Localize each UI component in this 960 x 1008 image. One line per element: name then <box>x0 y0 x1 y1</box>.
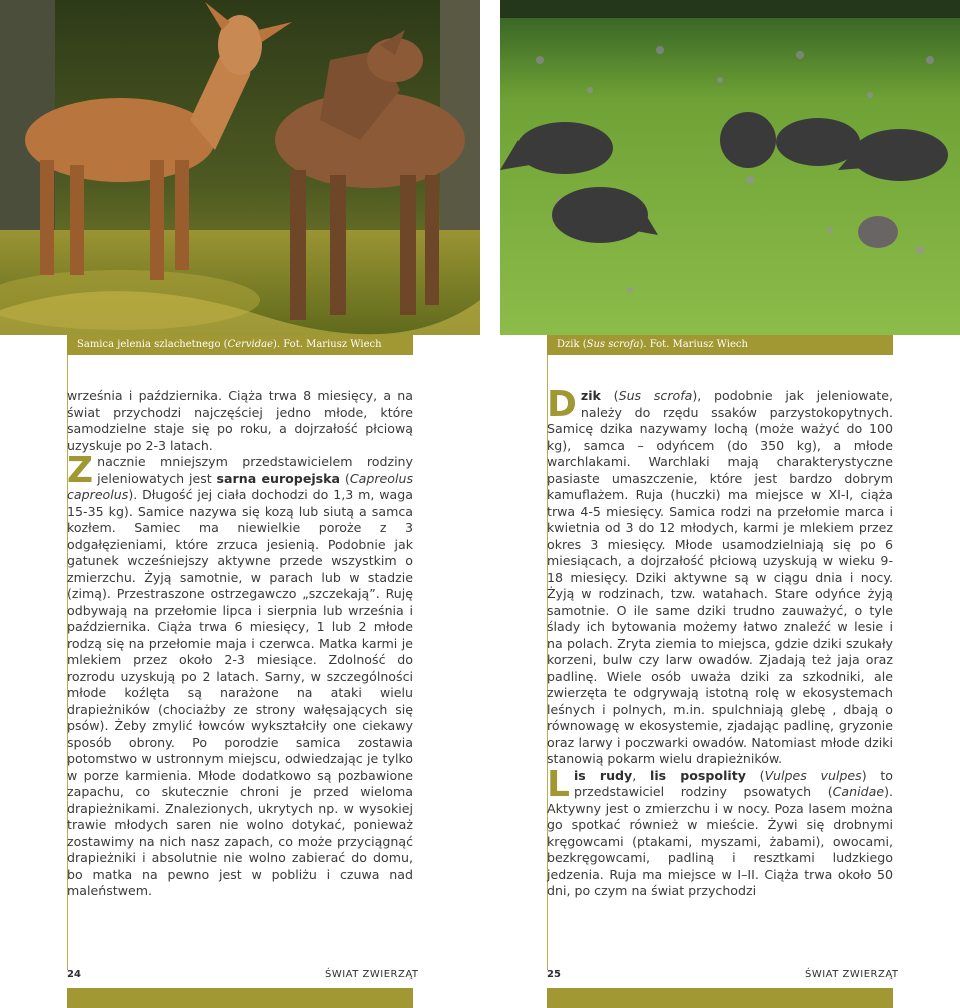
paragraph: września i października. Ciąża trwa 8 miesięcy, a na świat przychodzi najczęściej jedno młode, które samodzielne staje się po roku, a dojrzałość płciową uzyskuje po 2-3 latach. <box>67 388 413 453</box>
right-photo-caption <box>547 335 893 355</box>
latin-name: Sus scrofa <box>618 388 693 403</box>
boar-photo <box>500 0 960 335</box>
caption-text: Dzik ( <box>557 339 587 350</box>
left-photo-caption <box>67 335 413 355</box>
left-text-column <box>67 388 413 900</box>
latin-name: Canidae <box>832 784 885 799</box>
species-name: lis pospolity <box>650 767 746 783</box>
text: ( <box>600 388 619 403</box>
text: ). Długość jej ciała dochodzi do 1,3 m, waga 15-35 kg). Samice nazywa się kozą lub siutą a samca kozłem. Samiec ma niewielkie poroże z 3 odgałęzieniami, które zrzuca jesienią. Podobnie jak gatunek wcześniejszy aktywne przede wszystkim o zmierzchu. Żyją samotnie, w parach lub w stadzie (zimą). Przestraszone ostrzegawczo „szczekają”. Ruję odbywają na przełomie lipca i sierpnia lub września i października. Ciąża trwa 6 miesięcy, 1 lub 2 młode rodzą się na przełomie maja i czerwca. Matka karmi je mlekiem przez około 2-3 miesiące. Zdolność do rozrodu uzyskują po 2 latach. Sarny, w szczególności młode koźlęta są narażone na ataki wielu drapieżników (chociażby ze strony wałęsających się psów). Żeby zmylić łowców wykształciły one ciekawy sposób obrony. Po porodzie samica zostawia potomstwo w ustronnym miejscu, odwiedzając je tylko w porze karmienia. Młode dodatkowo są pozbawione zapachu, co skutecznie chroni je przed wieloma drapieżnikami. Znalezionych, ukrytych np. w wysokiej trawie młodych saren nie wolno dotykać, ponieważ zostawimy na nich nasz zapach, co może przyciągnąć drapieżniki i absolutnie nie wolno zabierać do domu, bo matka na pewno jest w pobliżu i czuwa nad maleństwem. <box>67 487 413 898</box>
latin-name: Capreolus capreolus <box>67 470 414 502</box>
caption-credit: ). Fot. Mariusz Wiech <box>639 339 748 350</box>
page-number: 25 <box>547 969 561 980</box>
magazine-title: ŚWIAT ZWIERZĄT <box>325 969 419 980</box>
text: ( <box>745 767 765 783</box>
text: nacznie mniejszym przedstawicielem rodziny jeleniowatych jest <box>97 454 413 486</box>
drop-cap: Z <box>67 450 94 491</box>
text: , <box>632 767 651 783</box>
footer-bar <box>67 988 413 1008</box>
text: ), podobnie jak jeleniowate, należy do rzędu ssaków parzystokopytnych. Samicę dzika nazywamy lochą (może ważyć do 100 kg), samca – odyńcem (do 350 kg), a młode warchlakami. Warchlaki mają charakterystyczne pasiaste umaszczenie, które jest bardzo dobrym kamuflażem. Ruja (huczki) ma miejsce w XI-I, ciąża trwa 4-5 miesięcy. Samica rodzi na przełomie marca i kwietnia od 3 do 12 młodych, karmi je mlekiem przez okres 3 miesięcy. Młode usamodzielniają się po 6 miesiącach, a dojrzałość płciową uzyskują w wieku 9-18 miesięcy. Dziki aktywne są w ciągu dnia i nocy. Żyją w rodzinach, tzw. watahach. Stare odyńce żyją samotnie. O ile same dziki trudno zauważyć, o tyle ślady ich bytowania możemy łatwo znaleźć w lesie i na polach. Zryta ziemia to miejsca, gdzie dziki szukały korzeni, bulw czy larw owadów. Zjadają też jaja oraz padlinę. Wiele osób uważa dziki za szkodniki, ale zwierzęta te odgrywają istotną rolę w ekosystemach leśnych i polnych, m.in. spulchniają glebę , dbają o równowagę w ekosystemie, zjadając padlinę, gryzonie oraz larwy i poczwarki owadów. Natomiast młode dziki stanowią pokarm wielu drapieżników. <box>547 388 894 766</box>
paragraph-dzik <box>547 384 894 768</box>
page-number: 24 <box>67 969 81 980</box>
right-text-column <box>547 384 894 900</box>
caption-text: Samica jelenia szlachetnego ( <box>77 339 228 350</box>
deer-photo-graphic <box>0 0 480 335</box>
text: ( <box>340 470 350 486</box>
caption-latin: Sus scrofa <box>586 339 640 350</box>
magazine-title: ŚWIAT ZWIERZĄT <box>805 969 899 980</box>
drop-cap: D <box>547 384 577 425</box>
species-name: zik <box>580 388 601 403</box>
latin-name: Vulpes vulpes <box>764 767 862 783</box>
caption-credit: ). Fot. Mariusz Wiech <box>273 339 382 350</box>
boar-photo-graphic <box>500 0 960 335</box>
text: ) to przedstawiciel rodziny psowatych ( <box>573 767 894 799</box>
text: ). Aktywny jest o zmierzchu i w nocy. Poza lasem można go spotkać również w mieście. Żywi się drobnymi kręgowcami (ptakami, myszami, żabami), owocami, bezkręgowcami, padliną i resztkami ludzkiego jedzenia. Ruja ma miejsce w I–II. Ciąża trwa około 50 dni, po czym na świat przychodzi <box>547 784 893 898</box>
deer-photo <box>0 0 480 335</box>
species-name: is rudy <box>573 767 633 783</box>
footer-bar <box>547 988 893 1008</box>
drop-cap: L <box>547 763 570 805</box>
species-name: sarna europejska <box>216 470 341 486</box>
caption-latin: Cervidae <box>227 339 274 350</box>
paragraph-lis <box>547 763 894 900</box>
paragraph-sarna <box>67 450 414 900</box>
